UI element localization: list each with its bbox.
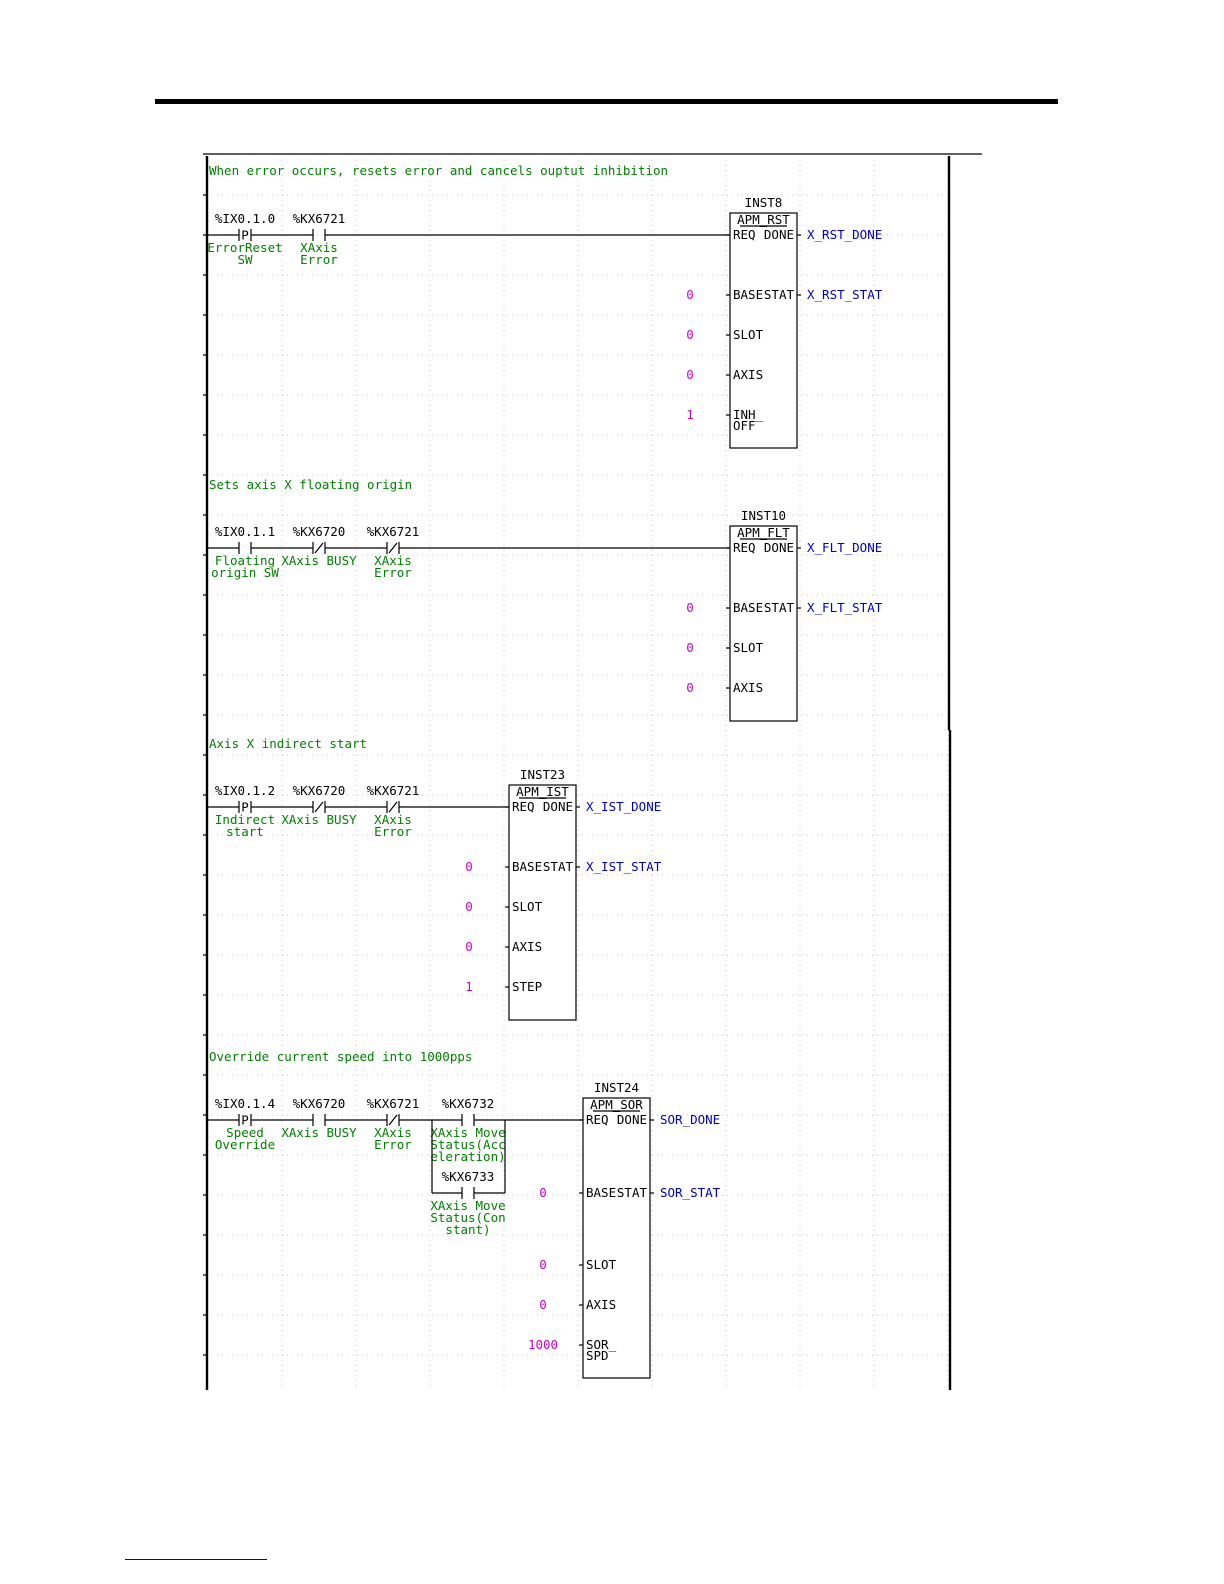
rung-2	[207, 477, 883, 721]
pin-output-name: STAT	[763, 287, 794, 302]
pin-input-name: SLOT	[512, 899, 543, 914]
block-instance-name: INST8	[744, 195, 783, 210]
contact-label: XAxis BUSY	[281, 812, 357, 827]
contact-label: Floating	[214, 553, 276, 568]
contact-label: XAxis	[374, 812, 412, 827]
contact-label: Status(Acc	[430, 1137, 506, 1152]
pin-input-constant: 0	[465, 939, 473, 954]
pin-input-name: OFF	[733, 418, 756, 433]
contact-label: XAxis	[374, 553, 412, 568]
pin-input-constant: 0	[686, 327, 694, 342]
pin-input-constant: 0	[539, 1185, 547, 1200]
contact-label: Status(Con	[430, 1210, 506, 1225]
pin-output-name: DONE	[616, 1112, 647, 1127]
contact-address: %IX0.1.1	[214, 524, 276, 539]
contact-address: %KX6721	[366, 524, 420, 539]
contact-address: %KX6720	[292, 1096, 346, 1111]
block-type-name: APM_FLT	[737, 525, 790, 540]
contact-label: stant)	[445, 1222, 491, 1237]
contact-address: %KX6733	[441, 1169, 495, 1184]
contact-label: Indirect	[214, 812, 276, 827]
function-block	[583, 1098, 650, 1378]
pin-input-name: STEP	[512, 979, 543, 994]
pin-input-name: BASE	[733, 287, 764, 302]
contact-address: %KX6720	[292, 783, 346, 798]
pin-output-variable: X_FLT_DONE	[807, 540, 883, 555]
pin-output-name: STAT	[542, 859, 573, 874]
contact-address: %KX6720	[292, 524, 346, 539]
block-type-name: APM_RST	[737, 212, 790, 227]
pin-input-name: BASE	[733, 600, 764, 615]
pin-output-variable: X_RST_STAT	[807, 287, 883, 302]
contact-address: %IX0.1.4	[214, 1096, 276, 1111]
contact-slash	[315, 543, 323, 553]
pin-input-constant: 1000	[527, 1337, 559, 1352]
contact-label: XAxis Move	[430, 1198, 506, 1213]
rungs	[207, 163, 883, 1378]
rung-1	[207, 163, 883, 448]
contact-label: Error	[300, 252, 338, 267]
pin-input-constant: 0	[465, 859, 473, 874]
pin-input-constant: 1	[686, 407, 694, 422]
pin-input-name: SLOT	[733, 640, 764, 655]
pin-output-variable: X_IST_DONE	[586, 799, 662, 814]
pin-input-name: INH_	[733, 407, 764, 422]
contact-slash	[315, 802, 323, 812]
edge-marker-p: P	[241, 799, 249, 815]
pin-input-name: AXIS	[586, 1297, 617, 1312]
pin-output-variable: X_FLT_STAT	[807, 600, 883, 615]
contact-label: XAxis	[300, 240, 338, 255]
block-type-name: APM_IST	[516, 784, 569, 799]
contact-label: Error	[374, 565, 412, 580]
block-instance-name: INST23	[519, 767, 566, 782]
block-instance-name: INST10	[740, 508, 787, 523]
contact-slash	[389, 543, 397, 553]
contact-label: ErrorReset	[207, 240, 283, 255]
pin-output-name: STAT	[763, 600, 794, 615]
pin-input-name: BASE	[512, 859, 543, 874]
contact-label: XAxis Move	[430, 1125, 506, 1140]
pin-input-constant: 0	[686, 287, 694, 302]
pin-output-variable: SOR_STAT	[660, 1185, 721, 1200]
pin-input-name: REQ	[512, 799, 535, 814]
contact-label: eleration)	[430, 1149, 506, 1164]
contact-label: start	[226, 824, 264, 839]
rung-3	[207, 736, 662, 1020]
contact-address: %KX6721	[366, 1096, 420, 1111]
pin-input-name: SLOT	[586, 1257, 617, 1272]
pin-input-constant: 0	[686, 680, 694, 695]
pin-output-name: DONE	[763, 227, 794, 242]
rung-comment: Axis X indirect start	[209, 736, 368, 751]
pin-input-name: REQ	[586, 1112, 609, 1127]
contact-label: Override	[214, 1137, 276, 1152]
edge-marker-p: P	[241, 227, 249, 243]
pin-input-constant: 0	[539, 1297, 547, 1312]
contact-address: %KX6721	[292, 211, 346, 226]
pin-input-name: AXIS	[733, 367, 764, 382]
pin-input-constant: 0	[686, 640, 694, 655]
contact-label: SW	[237, 252, 253, 267]
pin-output-variable: X_IST_STAT	[586, 859, 662, 874]
pin-input-constant: 0	[686, 367, 694, 382]
pin-input-constant: 0	[465, 899, 473, 914]
contact-label: XAxis	[374, 1125, 412, 1140]
pin-input-constant: 1	[465, 979, 473, 994]
contact-slash	[389, 1115, 397, 1125]
pin-input-name: SOR_	[586, 1337, 617, 1352]
pin-input-name: SLOT	[733, 327, 764, 342]
contact-label: origin SW	[211, 565, 279, 580]
contact-address: %KX6721	[366, 783, 420, 798]
rung-comment: When error occurs, resets error and cancels ouptut inhibition	[209, 163, 669, 178]
block-instance-name: INST24	[593, 1080, 640, 1095]
pin-input-name: REQ	[733, 540, 756, 555]
block-type-name: APM_SOR	[590, 1097, 643, 1112]
pin-input-name: BASE	[586, 1185, 617, 1200]
pin-input-name: SPD	[586, 1348, 609, 1363]
pin-input-constant: 0	[539, 1257, 547, 1272]
rung-4	[207, 1049, 721, 1378]
pin-input-name: REQ	[733, 227, 756, 242]
contact-address: %IX0.1.0	[214, 211, 276, 226]
contact-label: Error	[374, 824, 412, 839]
pin-output-variable: SOR_DONE	[660, 1112, 721, 1127]
pin-input-name: AXIS	[512, 939, 543, 954]
pin-output-variable: X_RST_DONE	[807, 227, 883, 242]
grid-layer	[207, 160, 948, 1388]
contact-address: %KX6732	[441, 1096, 495, 1111]
pin-input-constant: 0	[686, 600, 694, 615]
contact-address: %IX0.1.2	[214, 783, 276, 798]
contact-label: XAxis BUSY	[281, 1125, 357, 1140]
pin-input-name: AXIS	[733, 680, 764, 695]
page-footer-link-rule	[125, 1559, 267, 1560]
rung-comment: Override current speed into 1000pps	[209, 1049, 473, 1064]
contact-label: Speed	[226, 1125, 264, 1140]
contact-label: Error	[374, 1137, 412, 1152]
pin-output-name: DONE	[763, 540, 794, 555]
edge-marker-p: P	[241, 1112, 249, 1128]
pin-output-name: STAT	[616, 1185, 647, 1200]
pin-output-name: DONE	[542, 799, 573, 814]
rung-comment: Sets axis X floating origin	[209, 477, 413, 492]
contact-label: XAxis BUSY	[281, 553, 357, 568]
contact-slash	[389, 802, 397, 812]
